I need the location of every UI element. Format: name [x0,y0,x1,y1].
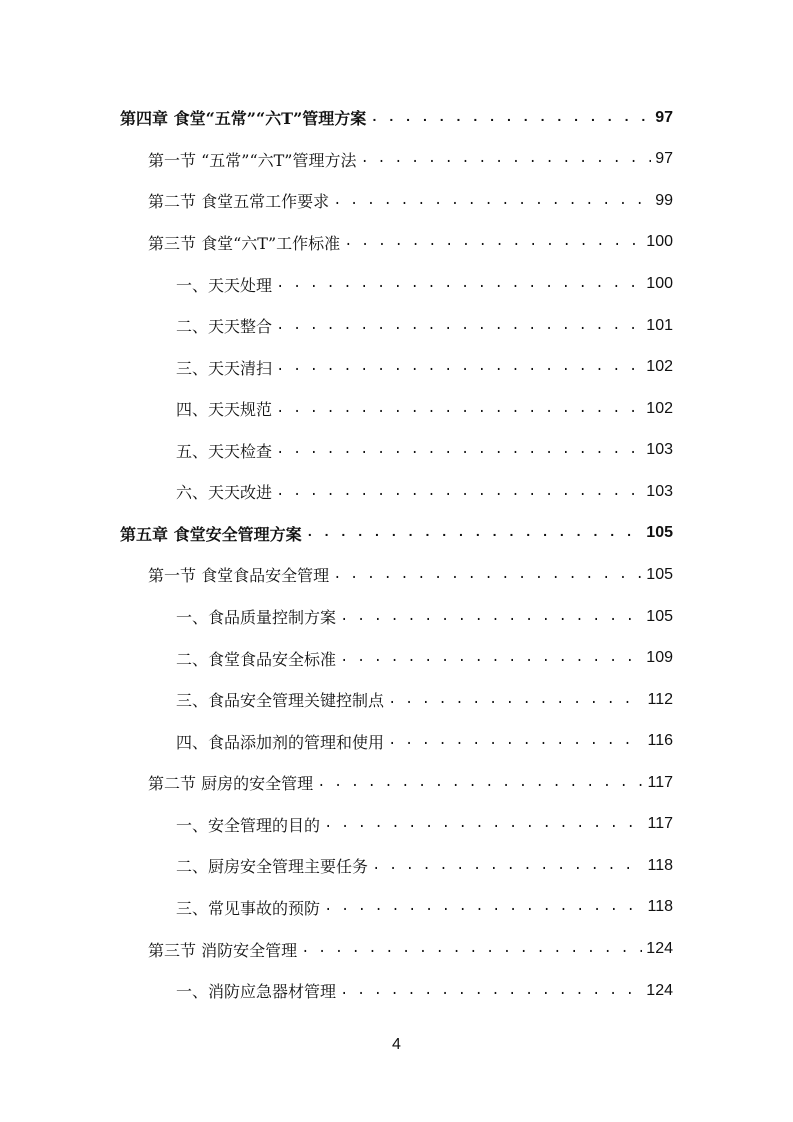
toc-entry-title: 二、食堂食品安全标准 [176,649,337,669]
toc-entry-title: 三、食品安全管理关键控制点 [176,691,385,711]
toc-subsection-entry[interactable] [0,720,793,762]
toc-entry-title: 三、常见事故的预防 [176,898,321,918]
toc-entry-title: 第一节 食堂食品安全管理 [148,566,330,586]
dot-leader [340,983,642,999]
dot-leader [340,650,642,666]
toc-entry-title: 一、食品质量控制方案 [176,608,337,628]
dot-leader [324,816,643,832]
dot-leader [388,733,643,749]
toc-entry-page: 99 [655,191,673,209]
dot-leader [344,234,642,250]
dot-leader [333,193,651,209]
toc-entry-page: 105 [646,524,673,542]
toc-entry-title: 五、天天检查 [176,441,273,461]
toc-entry-page: 97 [655,108,673,126]
toc-entry-title: 二、厨房安全管理主要任务 [176,857,369,877]
toc-subsection-entry[interactable] [0,388,793,430]
dot-leader [276,442,642,458]
dot-leader [372,858,643,874]
dot-leader [306,525,643,541]
dot-leader [301,941,642,957]
toc-entry-page: 102 [646,399,673,417]
toc-subsection-entry[interactable] [0,305,793,347]
dot-leader [370,110,651,126]
toc-entry-title: 第三节 消防安全管理 [148,940,298,960]
toc-entry-title: 六、天天改进 [176,483,273,503]
toc-subsection-entry[interactable] [0,679,793,721]
dot-leader [388,692,643,708]
toc-section-entry[interactable] [0,139,793,181]
dot-leader [276,276,642,292]
toc-entry-page: 105 [646,565,673,583]
toc-entry-page: 112 [647,690,673,708]
toc-subsection-entry[interactable] [0,887,793,929]
dot-leader [276,401,642,417]
toc-chapter-entry[interactable] [0,513,793,555]
toc-subsection-entry[interactable] [0,804,793,846]
toc-entry-page: 117 [647,773,673,791]
toc-subsection-entry[interactable] [0,346,793,388]
toc-entry-page: 124 [646,940,673,958]
toc-entry-title: 一、安全管理的目的 [176,815,321,835]
toc-section-entry[interactable] [0,180,793,222]
toc-entry-title: 四、食品添加剂的管理和使用 [176,732,385,752]
toc-entry-title: 三、天天清扫 [176,358,273,378]
toc-subsection-entry[interactable] [0,596,793,638]
toc-entry-page: 117 [647,815,673,833]
toc-entry-page: 124 [646,981,673,999]
dot-leader [340,609,642,625]
dot-leader [276,318,642,334]
toc-entry-title: 第五章 食堂安全管理方案 [120,524,302,544]
toc-entry-page: 103 [646,441,673,459]
dot-leader [333,567,642,583]
toc-subsection-entry[interactable] [0,970,793,1012]
dot-leader [317,775,643,791]
toc-entry-title: 第二节 食堂五常工作要求 [148,192,330,212]
dot-leader [324,899,643,915]
toc-entry-page: 102 [646,358,673,376]
toc-section-entry[interactable] [0,928,793,970]
toc-entry-page: 105 [646,607,673,625]
toc-entry-page: 109 [646,649,673,667]
toc-entry-page: 118 [647,856,673,874]
toc-entry-title: 二、天天整合 [176,317,273,337]
dot-leader [276,359,642,375]
toc-entry-title: 一、天天处理 [176,275,273,295]
toc-entry-page: 100 [646,275,673,293]
dot-leader [276,484,642,500]
toc-entry-page: 97 [655,150,673,168]
toc-section-entry[interactable] [0,222,793,264]
dot-leader [360,151,651,167]
page-number: 4 [392,1036,401,1053]
toc-entry-page: 116 [647,732,673,750]
toc-section-entry[interactable] [0,554,793,596]
toc-entry-title: 第四章 食堂“五常”“六T”管理方案 [120,109,367,129]
toc-subsection-entry[interactable] [0,845,793,887]
toc-entry-title: 第三节 食堂“六T”工作标准 [148,233,341,253]
toc-entry-page: 103 [646,482,673,500]
toc-entry-page: 100 [646,233,673,251]
toc-subsection-entry[interactable] [0,471,793,513]
toc-chapter-entry[interactable] [0,97,793,139]
toc-entry-title: 四、天天规范 [176,400,273,420]
toc-entry-title: 第二节 厨房的安全管理 [148,774,314,794]
toc-entry-title: 一、消防应急器材管理 [176,982,337,1002]
table-of-contents [0,97,793,1011]
toc-entry-page: 118 [647,898,673,916]
toc-subsection-entry[interactable] [0,263,793,305]
toc-entry-page: 101 [646,316,673,334]
toc-entry-title: 第一节 “五常”“六T”管理方法 [148,150,357,170]
toc-section-entry[interactable] [0,762,793,804]
toc-subsection-entry[interactable] [0,637,793,679]
toc-subsection-entry[interactable] [0,430,793,472]
